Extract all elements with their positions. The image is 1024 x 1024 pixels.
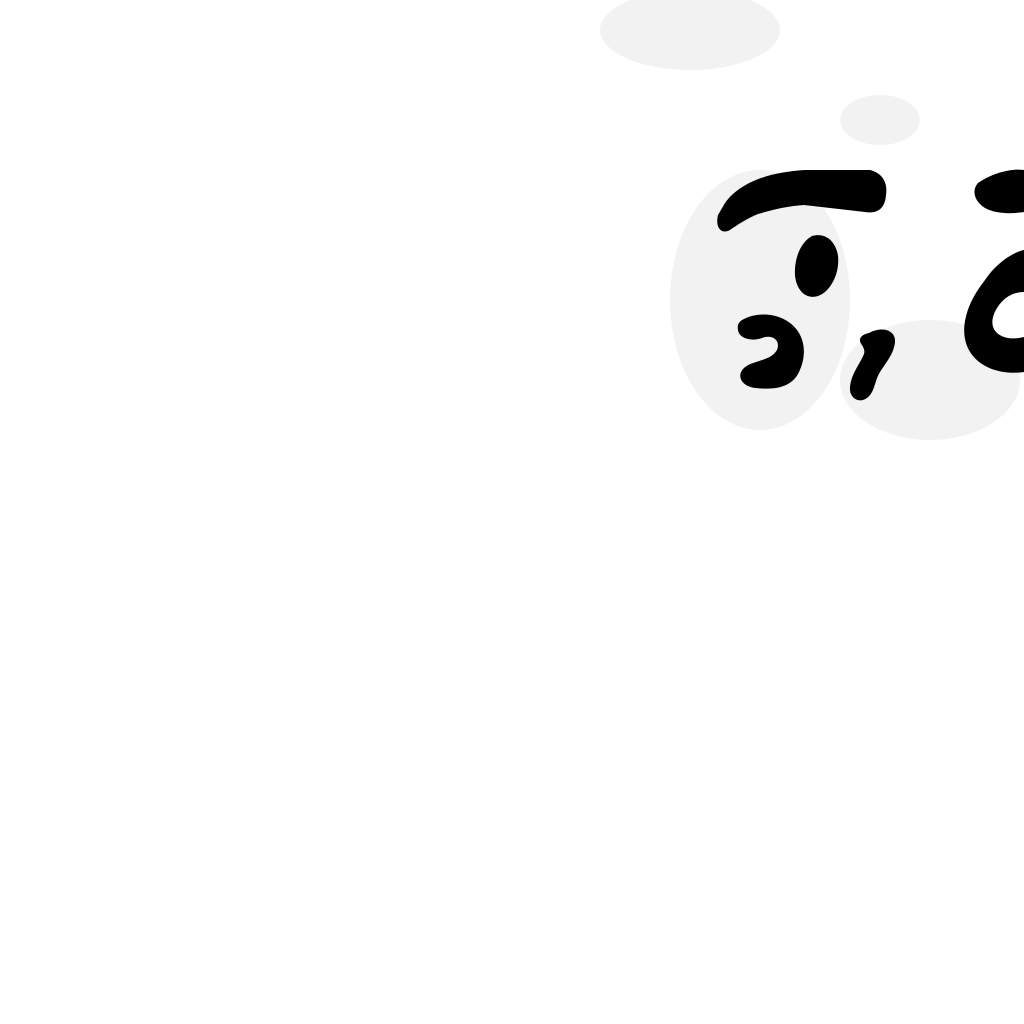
scan-noise [600,0,1020,440]
handwritten-marks [717,170,1024,401]
